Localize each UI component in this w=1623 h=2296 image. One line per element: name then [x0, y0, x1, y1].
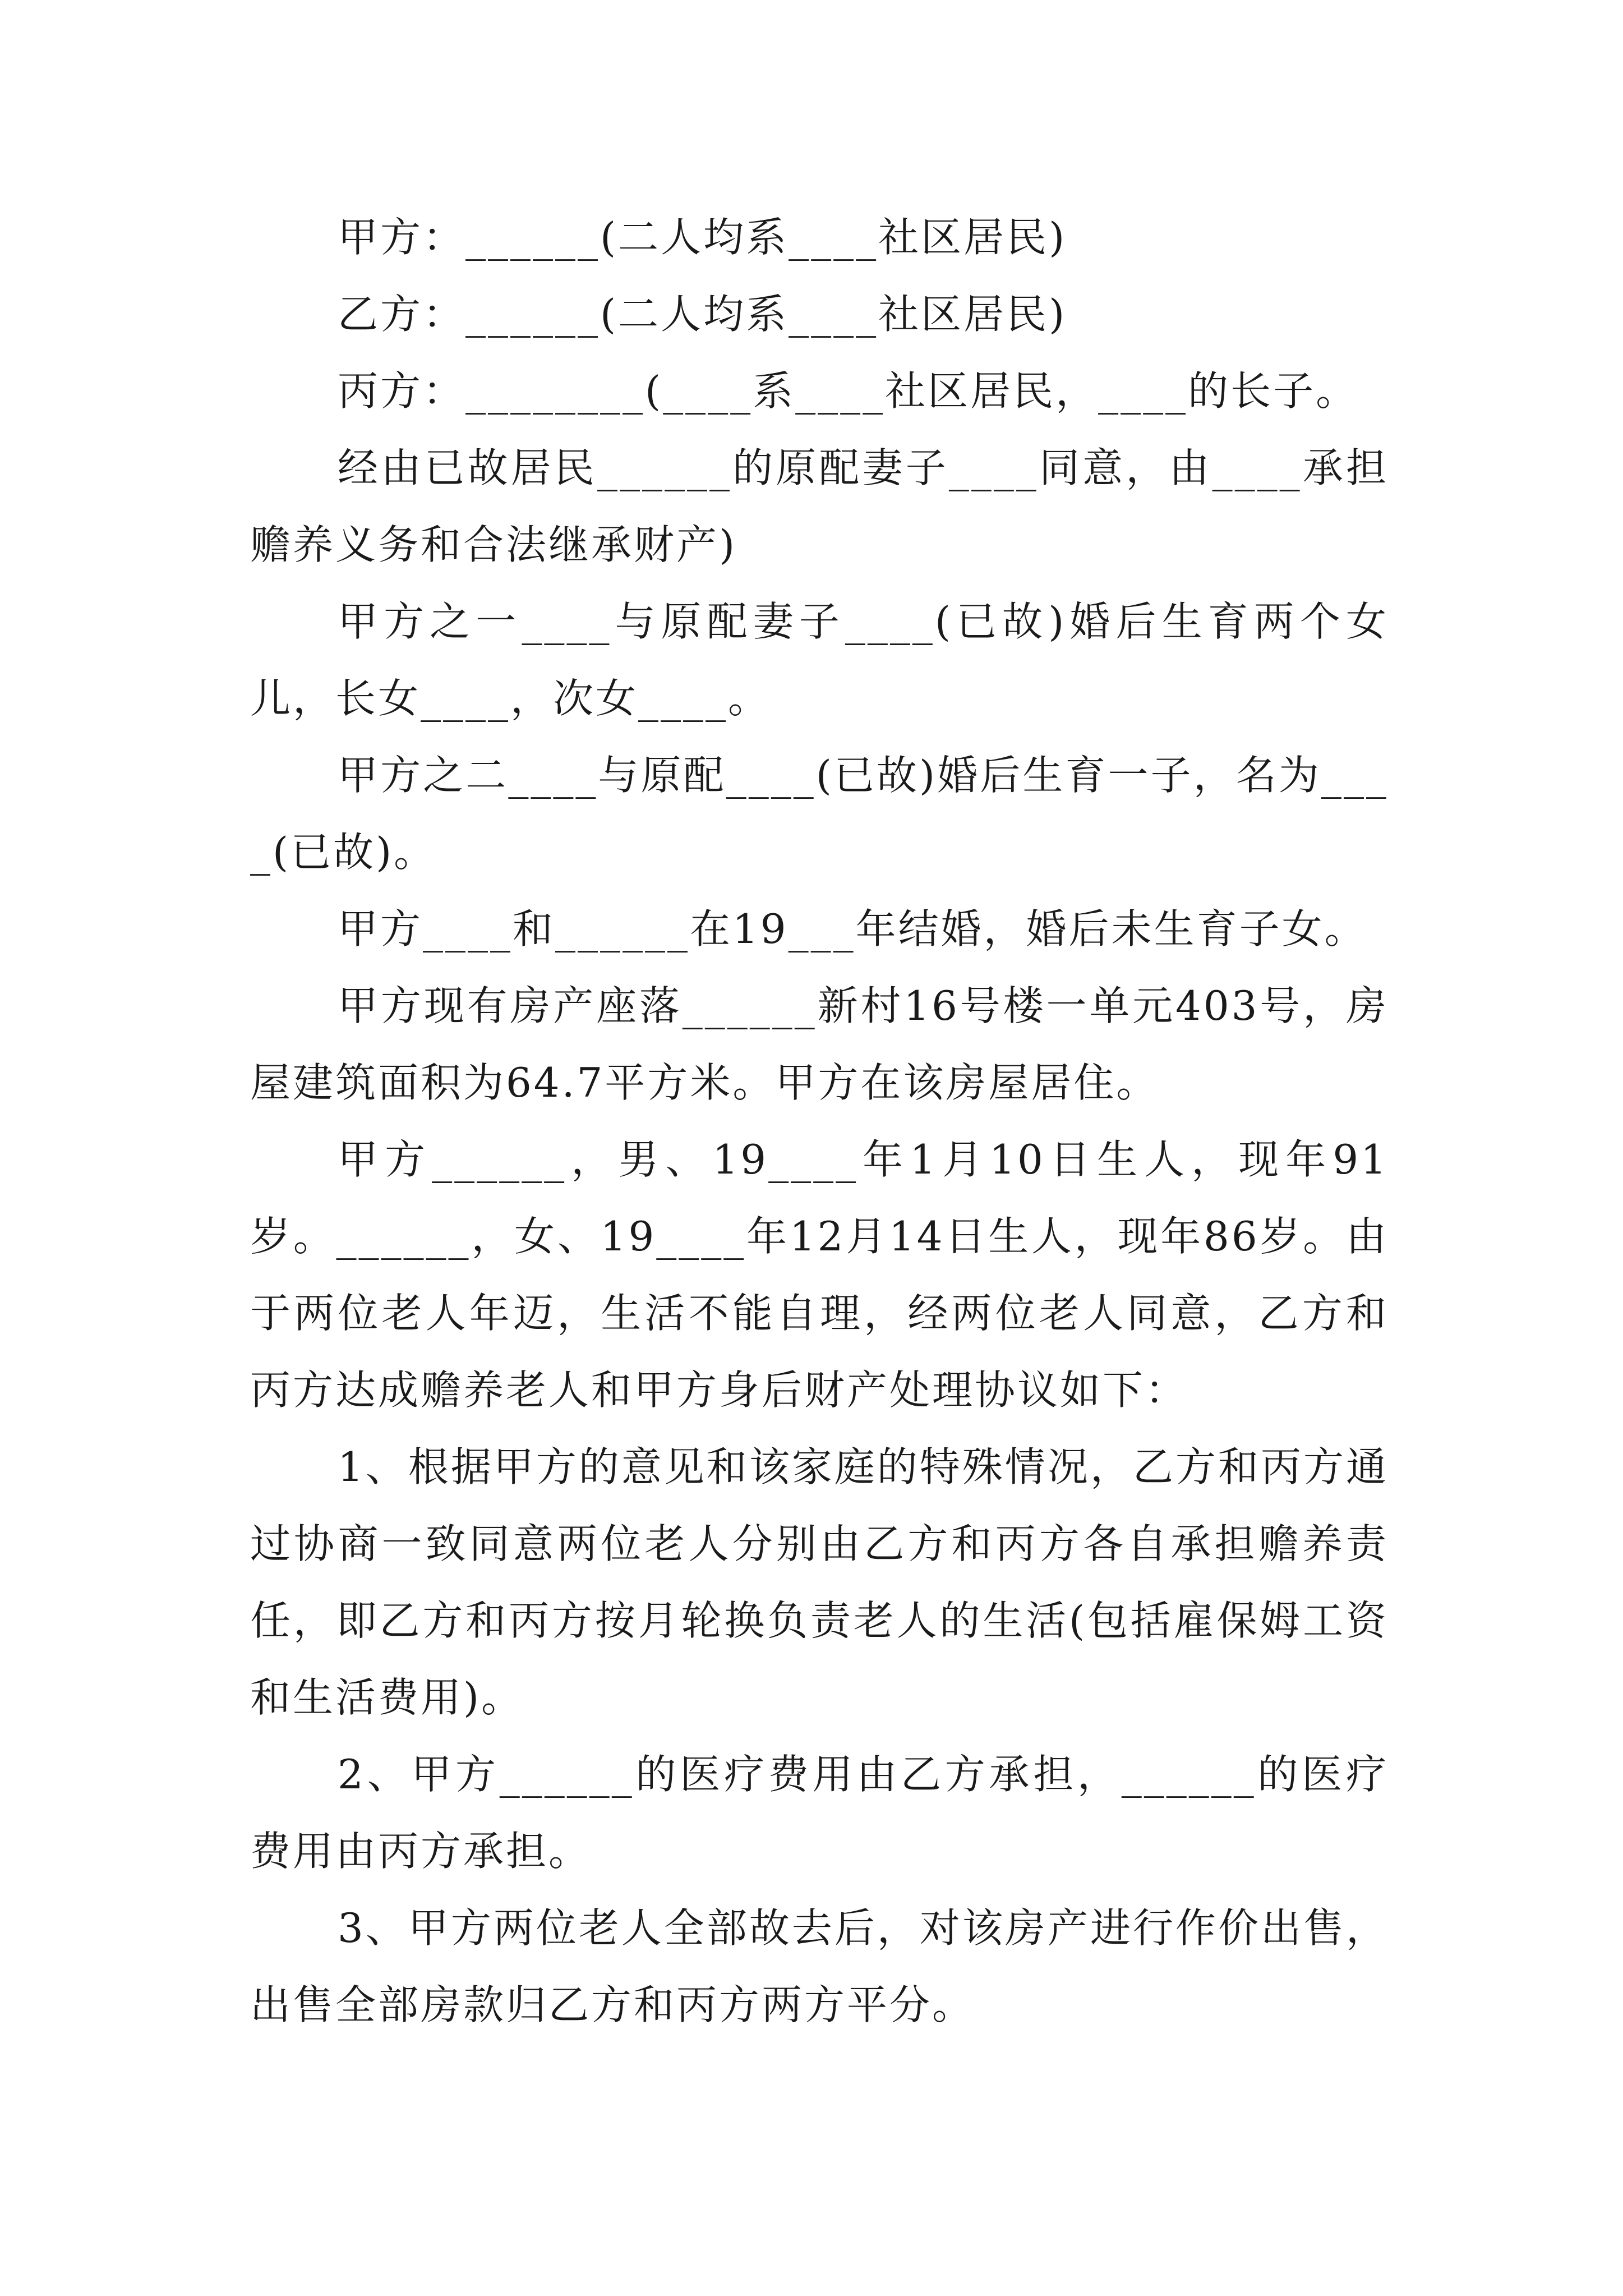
paragraph-marriage: 甲方____和______在19___年结婚，婚后未生育子女。 — [338, 905, 1367, 953]
paragraph-party-a: 甲方：______(二人均系____社区居民) — [338, 214, 1067, 261]
paragraph-property: 甲方现有房产座落______新村16号楼一单元403号，房屋建筑面积为64.7平方米。甲方在该房屋居住。 — [250, 982, 1389, 1106]
clause-2: 2、甲方______的医疗费用由乙方承担，______的医疗费用由丙方承担。 — [250, 1751, 1389, 1875]
paragraph-consent: 经由已故居民______的原配妻子____同意，由____承担赡养义务和合法继承财产) — [250, 444, 1389, 568]
clause-1: 1、根据甲方的意见和该家庭的特殊情况，乙方和丙方通过协商一致同意两位老人分别由乙方和丙方各自承担赡养责任，即乙方和丙方按月轮换负责老人的生活(包括雇保姆工资和生活费用)。 — [250, 1443, 1389, 1721]
paragraph-party-b: 乙方：______(二人均系____社区居民) — [338, 291, 1067, 338]
paragraph-party-a-second: 甲方之二____与原配____(已故)婚后生育一子，名为____(已故)。 — [250, 752, 1389, 876]
agreement-body — [250, 199, 1389, 2044]
paragraph-elders: 甲方______，男、19____年1月10日生人，现年91岁。______，女、19____年12月14日生人，现年86岁。由于两位老人年迈，生活不能自理，经两位老人同意，乙方和丙方达成赡养老人和甲方身后财产处理协议如下： — [250, 1136, 1389, 1414]
paragraph-party-a-first: 甲方之一____与原配妻子____(已故)婚后生育两个女儿，长女____，次女____。 — [250, 598, 1389, 722]
clause-3: 3、甲方两位老人全部故去后，对该房产进行作价出售，出售全部房款归乙方和丙方两方平分。 — [250, 1904, 1389, 2028]
paragraph-party-c: 丙方：________(____系____社区居民，____的长子。 — [338, 367, 1359, 415]
